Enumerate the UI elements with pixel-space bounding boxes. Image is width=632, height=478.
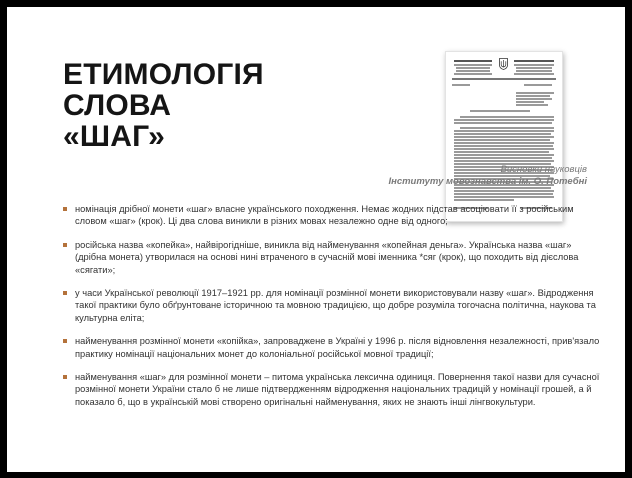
- slide-title-line-1: ЕТИМОЛОГІЯ: [63, 58, 264, 91]
- attribution-line-2: Інституту мовознавства ім. О. Потебні: [388, 176, 587, 187]
- attribution-line-1: Висновки науковців: [500, 164, 587, 175]
- slide-title: [63, 59, 264, 152]
- official-letter-image: [445, 51, 563, 222]
- list-item: найменування розмінної монети «копійка», запроваджене в Україні у 1996 р. після відновлення незалежності, прив'язало практику номінації національних монет до колоніальної російської мовної традиції;: [63, 335, 603, 360]
- coat-of-arms-icon: [499, 58, 508, 70]
- list-item: номінація дрібної монети «шаг» власне українського походження. Немає жодних підстав асоціювати її з російським словом «шаг» (крок). Ці два слова виникли в різних мовах незалежно одне від одного;: [63, 203, 603, 228]
- list-item: російська назва «копейка», найвірогідніше, виникла від найменування «копейная деньга». Українська назва «шаг» (дрібна монета) утворилася на основі нині втраченого в сучасній мові іменника *сяг (крок), що походить від дієслова «сягати»;: [63, 239, 603, 276]
- slide-title-line-2: СЛОВА: [63, 89, 172, 122]
- conclusions-list: [63, 203, 603, 419]
- slide-title-line-3: «ШАГ»: [63, 120, 166, 153]
- list-item: у часи Української революції 1917–1921 рр. для номінації розмінної монети використовували назву «шаг». Відродження такої практики було обґрунтоване історичною та мовною традицією, що добре розуміла тогочасна політична, наукова та культурна еліта;: [63, 287, 603, 324]
- list-item: найменування «шаг» для розмінної монети – питома українська лексична одиниця. Повернення такої назви для сучасної розмінної монети України стало б не лише підтвердженням відродження національних традицій у номінації грошей, а й показало б, що в українській мові створено оригінальні найменування, яких не знають інші лінгвокультури.: [63, 371, 603, 408]
- slide: [7, 7, 625, 472]
- attribution: [388, 164, 587, 188]
